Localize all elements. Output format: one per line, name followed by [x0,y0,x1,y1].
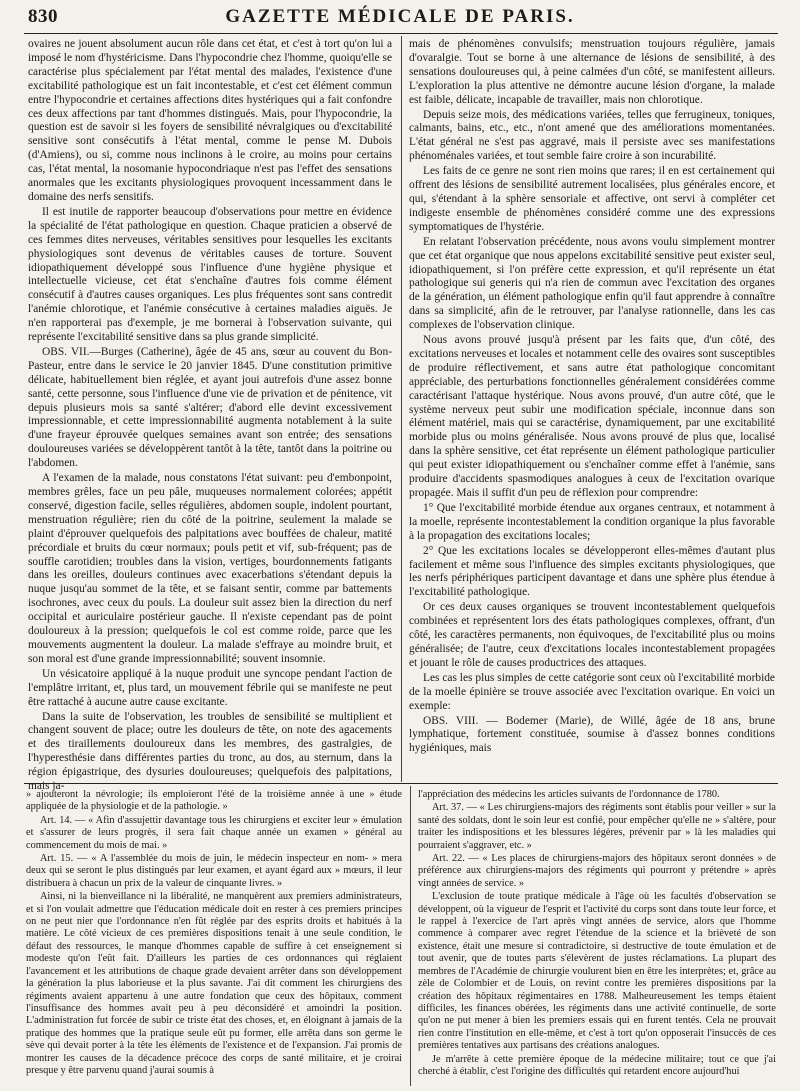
paragraph: mais de phénomènes convulsifs; menstruation toujours régulière, jamais d'ovaralgie. Tout se borne à une alternance de lésions de sensibilité, à des sensations douloureuses qui, à peine calmées d'un côté, se manifestent ailleurs. L'exploration la plus attentive ne démontre aucune lésion d'organe, la malade est faible, délicate, incapable de travailler, mais non chlorotique. [409,38,775,106]
section-rule [24,783,778,784]
paragraph: Les cas les plus simples de cette catégorie sont ceux où l'excitabilité morbide de la moelle épinière se trouve associée avec l'excitation ovarique. En voici un exemple: [409,671,775,712]
paragraph: Les faits de ce genre ne sont rien moins que rares; il en est certainement qui offrent des lésions de sensibilité autrement localisées, plus générales encore, et qui, s'étendant à la sphère sensoriale et affective, ont servi à compléter cet indigeste ensemble de phénomènes considéré comme une des expressions symptomatiques de l'hystérie. [409,165,775,233]
upper-left-column [28,38,392,793]
paragraph: Depuis seize mois, des médications variées, telles que ferrugineux, toniques, calmants, bains, etc., etc., n'ont amené que des améliorations momentanées. L'état général ne s'est pas aggravé, mais il persiste avec ses manifestations phénoménales variées, et tout semble faire croire à son incurabilité. [409,108,775,163]
upper-column-divider [401,36,402,782]
header-rule [24,33,778,34]
paragraph: Il est inutile de rapporter beaucoup d'observations pour mettre en évidence la spécialité de l'état pathologique en question. Chaque praticien a observé de ces femmes dites nerveuses, véritables sensitives pour lesquelles les excitants physiologiques sont devenus de véritables causes de torture. Souvent idiopathiquement développé sous l'influence d'une hygiène physique et intellectuelle vicieuse, cet état s'enchaîne d'autres fois comme élément consécutif à d'autres causes organiques. Les plus fréquentes sont sans contredit l'anémie chlorotique, et l'anémie consécutive à certaines maladies aiguës. Je n'en rapporterai pas d'exemple, je me bornerai à l'observation suivante, qui représente l'excitabilité sensitive dans sa plus grande simplicité. [28,205,392,344]
page-number: 830 [28,6,58,27]
upper-right-column [409,38,775,781]
paragraph: ovaires ne jouent absolument aucun rôle dans cet état, et c'est à tort qu'on lui a imposé le nom d'hystéricisme. Dans l'hypocondrie chez l'homme, quoiqu'elle se caractérise plus spécialement par l'état mental des malades, l'existence d'une excitabilité pathologique est un fait incontestable, et c'est cet élément commun entre l'hypocondrie et certaines affections dites hystériques qui a fait confondre ces deux affections par tant d'hommes distingués. Mais, pour l'hypocondrie, la question est de savoir si les foyers de sensibilité névralgiques ou d'excitabilité sensitive sont consécutifs à l'état mental, comme le pense M. Dubois (d'Amiens), ou si, comme nous inclinons à le croire, au moins pour certains cas, l'état mental, la nosomanie hypocondriaque n'est pas l'effet des sensations anormales que les excitants physiologiques provoquent incessamment dans le domaine des nerfs sensitifs. [28,38,392,203]
paragraph: A l'examen de la malade, nous constatons l'état suivant: peu d'embonpoint, membres grêles, face un peu pâle, muqueuses normalement colorées; appétit conservé, digestion facile, selles régulières, abdomen souple, indolent pourtant, menstruation régulière; rien du côté de la poitrine, seulement la malade se plaint d'éprouver quelquefois des palpitations avec bouffées de chaleur, matité précordiale et bruits du cœur normaux; pouls petit et vif, sub-fréquent; pas de souffle carotidien; troubles dans la vision, vertiges, bourdonnements fatigants dans les oreilles, douleurs continues avec exacerbations s'étendant depuis la nuque jusqu'au sommet de la tête, et se faisant sentir, comme par battements isochrones, avec ceux du pouls. La douleur suit assez bien la direction du nerf occipital et auriculaire postérieur gauche. Il n'existe cependant pas de point douloureux à la pression; quelquefois le col est comme roide, parce que les mouvements augmentent la douleur. La malade s'effraye au moindre bruit, et son moral est d'une grande impressionnabilité; souvent insomnie. [28,472,392,665]
paragraph: Un vésicatoire appliqué à la nuque produit une syncope pendant l'action de l'emplâtre irritant, et, plus tard, un mouvement fébrile qui se manifeste ne peut être rattaché à aucune autre cause excitante. [28,667,392,708]
observation-paragraph: OBS. VIII. — Bodemer (Marie), de Willé, âgée de 18 ans, brune lymphatique, fortement constituée, soumise à d'assez bonnes conditions hygiéniques, mais [409,714,775,755]
article-paragraph: Art. 15. — « A l'assemblée du mois de juin, le médecin inspecteur en nom- » mera deux qui se seront le plus distingués par leur examen, et ayant égard aux » mœurs, il leur distribuera à chacun un prix de la valeur de cinquante livres. » [26,853,402,889]
article-paragraph: Art. 22. — « Les places de chirurgiens-majors des hôpitaux seront données » de préférence aux chirurgiens-majors des régiments qui pourront y prétendre » après vingt années de service. » [418,853,776,889]
paragraph: Dans la suite de l'observation, les troubles de sensibilité se multiplient et changent souvent de place; outre les douleurs de tête, on note des agacements et des tiraillements douloureux dans les membres, des gastralgies, de l'hyperesthésie dans différentes parties du tronc, au dos, au sternum, dans la région épigastrique, des dysuries douloureuses; quelquefois des palpitations, mais ja- [28,710,392,793]
paragraph: Ainsi, ni la bienveillance ni la libéralité, ne manquèrent aux premiers administrateurs, et si l'on voulait admettre que l'éducation médicale doit en rester à ces premiers principes on ne peut nier que l'ordonnance n'en fût réglée par des esprits droits et habitués à la matière. Le côté vicieux de ces premières dispositions tenait à une seule condition, le défaut des ressources, le manque d'hommes capable de suffire à cet enseignement si modeste qu'on l'eût fait. D'ailleurs les parties de ces ordonnances qui réglaient l'avancement et les attributions de chaque grade devaient arrêter dans son développement la génération la plus laborieuse et la plus savante. J'ai dit comment les chirurgiens des régiments avaient appartenu à une autre fondation que ceux des hôpitaux, comment l'insuffisance des hommes avait peu à peu déconsidéré et amoindri la position. L'administration fut forcée de subir ce triste état des choses, et, en éloignant à jamais de la pratique des hommes que la pratique seule eût pu former, elle arrêta dans son germe le sève qui devait porter à la tête les éléments de l'existence et de l'expansion. J'ai promis de montrer les causes de la décadence précoce des corps de santé militaire, et je croirai presque y être parvenu quand j'aurai soumis à [26,891,402,1076]
paragraph: Or ces deux causes organiques se trouvent incontestablement quelquefois combinées et représentent lors des états pathologiques complexes, offrant, d'un côté, les caractères permanents, non équivoques, de l'excitabilité plus ou moins généralisée; de l'autre, ceux d'excitations locales incontestablement propagées et jouant le rôle de causes productrices des attaques. [409,601,775,669]
paragraph: l'appréciation des médecins les articles suivants de l'ordonnance de 1780. [418,789,720,800]
observation-paragraph: OBS. VII.—Burges (Catherine), âgée de 45 ans, sœur au couvent du Bon-Pasteur, entre dans le service le 20 janvier 1845. D'une constitution primitive délicate, habituellement bien réglée, et ayant joui autrefois d'une assez bonne santé, cette personne, sous l'influence d'une vie de privation et de pénitence, vit depuis plusieurs mois sa santé s'altérer; d'abord elle devint excessivement impressionnable, et cette impressionnabilité augmenta notablement à la suite d'une frayeur éprouvée quelques semaines avant son entrée; des sensations douloureuses variées se développèrent tantôt à la tête, tantôt dans la poitrine ou l'abdomen. [28,345,392,470]
article-paragraph: Art. 14. — « Afin d'assujettir davantage tous les chirurgiens et exciter leur » émulation et s'assurer de leurs progrès, il sera fait chaque année un examen » général au commencement du mois de mai. » [26,814,402,851]
article-paragraph: Art. 37. — « Les chirurgiens-majors des régiments sont établis pour veiller » sur la santé des soldats, dont le soin leur est confié, pour empêcher qu'elle ne » s'altère, pour traiter les indispositions et les blessures légères, prévenir par » là les maladies qui pourraient s'aggraver, etc. » [418,802,776,851]
list-paragraph: 1° Que l'excitabilité morbide étendue aux organes centraux, et notamment à la moelle, représente incontestablement la condition organique la plus favorable à la propagation des excitations locales; [409,501,775,542]
paragraph: L'exclusion de toute pratique médicale à l'âge où les facultés d'observation se développent, où la vigueur de l'esprit et l'activité du corps sont dans toute leur force, et le rappel à l'exercice de l'art après vingt années de service, alors que l'homme commence à comparer avec regret l'étendue de la science et la brièveté de son existence, était une mesure si contradictoire, si destructive de toute émulation et de tout avenir, que de toutes parts s'élevèrent de justes réclamations. La plupart des membres de l'Académie de chirurgie voulurent bien en être les interprètes; et, grâce au zèle de Colombier et de Louis, on revint contre les premières dispositions par la création des hôpitaux régimentaires en 1788. Malheureusement les temps étaient difficiles, les finances obérées, les régiments dans une activité continuelle, de sorte qu'on ne put mener à bien les premiers essais qui en furent tentés. Cela ne prouvait rien contre l'institution en elle-même, et c'est à tort qu'on opposerait l'insuccès de ces premières tentatives aux partisans des créations analogues. [418,891,776,1052]
lower-column-divider [410,786,411,1086]
quoted-paragraph: » ajouteront la névrologie; ils emploieront l'été de la troisième année à une » étude appliquée de la physiologie et de la pathologie. » [26,789,402,813]
paragraph: Je m'arrête à cette première époque de la médecine militaire; tout ce que j'ai cherché à établir, c'est l'origine des difficultés qui retardent encore aujourd'hui [418,1053,776,1077]
paragraph: Nous avons prouvé jusqu'à présent par les faits que, d'un côté, des excitations nerveuses et locales et notamment celle des ovaires sont susceptibles de produire réflectivement, et sans autre état pathologique concomitant appréciable, des perturbations fonctionnelles généralement considérées comme caractérisant l'attaque hystérique. Nous avons prouvé, d'un autre côté, que le système nerveux peut subir une modification spéciale, inconnue dans son élément matériel, mais qui se caractérise, dynamiquement, par une excitabilité morbide plus ou moins généralisée. Nous avons prouvé de plus que, localisé dans la sphère sensitive, cet état représente un élément pathologique particulier qui peut exister idiopathiquement ou s'enchaîner comme effet à l'anémie, sans produire d'accidents spasmodiques analogues à ceux de l'excitation ovarique propagée. Mais il suffit d'un peu de réflexion pour comprendre: [409,334,775,499]
journal-title: GAZETTE MÉDICALE DE PARIS. [225,6,575,27]
list-paragraph: 2° Que les excitations locales se développeront elles-mêmes d'autant plus facilement et même sous l'influence des simples excitants physiologiques, que les nerfs périphériques participent davantage et dans une sphère plus étendue à l'excitabilité pathologique. [409,544,775,599]
lower-left-column [26,789,402,1087]
lower-right-column [418,789,776,1087]
paragraph: En relatant l'observation précédente, nous avons voulu simplement montrer que cet état organique que nous appelons excitabilité sensitive peut exister seul, idiopathiquement, si l'on préfère cette expression, et qu'il représente un état pathologique sui generis qui n'a rien de commun avec l'excitation des organes de la génération, un élément pathologique enfin qu'il faut apprendre à connaître dans sa simplicité, afin de le retrouver, par l'analyse rationnelle, dans les cas complexes de l'observation clinique. [409,235,775,332]
page-header [0,0,800,34]
